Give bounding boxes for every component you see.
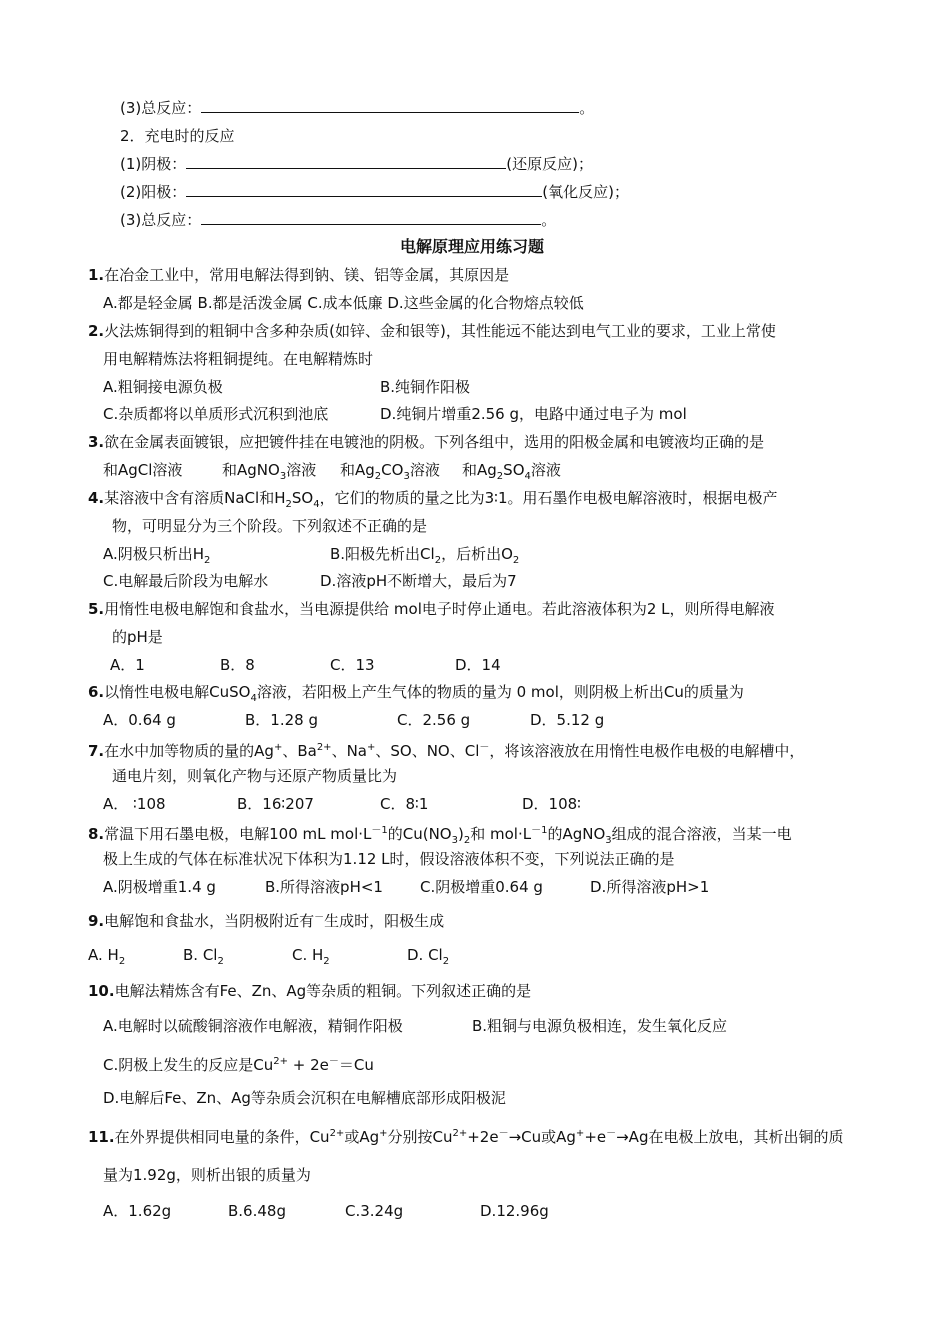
q9-option-a: A. $H_2$ [88,946,126,967]
question-text: 火法炼铜得到的粗铜中含多种杂质(如锌、金和银等)，其性能远不能达到电气工业的要求，工业上常使 [104,322,776,340]
q11-stem-cont: 量为1.92g，则析出银的质量为 [103,1166,311,1184]
question-number: 10. [88,982,115,1000]
total-reaction-line-2 [120,210,556,230]
q8-option-c: C.阴极增重0.64 g [420,878,543,896]
q11-option-a: A．1.62g [103,1202,172,1220]
q2-option-b: B.纯铜作阳极 [380,378,471,396]
section-label: 2．充电时的反应 [120,127,235,145]
total-reaction-line-1 [120,98,594,118]
q5-stem [88,599,775,619]
q4-option-d: D.溶液pH不断增大，最后为7 [320,572,517,590]
total-reaction-label: (3)总反应： [120,211,202,229]
q2-option-d: D.纯铜片增重2.56 g，电路中通过电子为 mol [380,405,687,423]
cathode-line [120,154,593,174]
q9-option-c: C. $H_2$ [292,946,330,967]
q1-stem [88,265,509,285]
q7-option-c: C．8∶1 [380,795,429,813]
q6-option-d: D．5.12 g [530,711,605,729]
q2-stem [88,321,776,341]
anode-line [120,182,629,202]
q8-option-a: A.阴极增重1.4 g [103,878,216,896]
q5-stem-cont: 的pH是 [112,628,163,646]
cathode-note: (还原反应)； [506,155,593,173]
q9-option-d: D. $Cl_2$ [407,946,450,967]
q7-option-a: A． ∶108 [103,795,166,813]
q10-option-c: C.阴极上发生的反应是$Cu^{2+} + 2e^-=Cu$ [103,1056,374,1074]
q6-option-b: B．1.28 g [245,711,318,729]
q3-option-d: 和$Ag_2SO_4$溶液 [462,461,561,482]
question-text: 欲在金属表面镀银，应把镀件挂在电镀池的阴极。下列各组中，选用的阳极金属和电镀液均正确的是 [104,433,765,451]
q3-stem [88,432,764,452]
question-number: 1. [88,266,105,284]
question-number: 11. [88,1128,115,1146]
total-reaction-label: (3)总反应： [120,99,202,117]
question-number: 9. [88,912,105,930]
section-charging-heading [120,126,235,146]
q6-option-c: C．2.56 g [397,711,471,729]
q4-option-a: A.阴极只析出$H_2$ [103,545,211,566]
end-mark: 。 [579,99,595,117]
answer-blank[interactable] [186,154,506,169]
question-number: 4. [88,489,105,507]
answer-blank[interactable] [186,182,542,197]
q8-stem-cont: 极上生成的气体在标准状况下体积为1.12 L时，假设溶液体积不变，下列说法正确的是 [103,850,675,868]
q3-option-c: 和$Ag_2CO_3$溶液 [340,461,440,482]
q8-option-b: B.所得溶液pH<1 [265,878,383,896]
page-title: 电解原理应用练习题 [400,237,545,256]
q11-option-b: B.6.48g [228,1202,286,1220]
q7-stem-cont: 通电片刻，则氧化产物与还原产物质量比为 [112,767,398,785]
q8-stem: 8.常温下用石墨电极，电解100 mL $mol\cdot L^{-1}$的$Cu(NO_3)_2$和 $mol\cdot L^{-1}$的AgNO$_3$组成的混合溶液，当某一电 [88,825,792,846]
q3-option-a: 和AgCl溶液 [103,461,183,479]
q3-option-b: 和AgNO$_3$溶液 [222,461,317,482]
q11-option-c: C.3.24g [345,1202,404,1220]
q10-option-d: D.电解后Fe、Zn、Ag等杂质会沉积在电解槽底部形成阳极泥 [103,1089,506,1107]
q10-stem [88,981,531,1001]
q4-stem-cont: 物，可明显分为三个阶段。下列叙述不正确的是 [112,517,428,535]
question-number: 6. [88,683,105,701]
q2-option-c: C.杂质都将以单质形式沉积到池底 [103,405,329,423]
question-number: 8. [88,825,105,843]
q2-option-a: A.粗铜接电源负极 [103,378,223,396]
anode-label: (2)阳极： [120,183,187,201]
q4-stem: 4.某溶液中含有溶质NaCl和$H_2SO_4$，它们的物质的量之比为3∶1。用石墨作电极电解溶液时，根据电极产 [88,489,778,510]
q5-option-c: C．13 [330,656,375,674]
q5-option-a: A．1 [110,656,145,674]
q6-stem: 6.以惰性电极电解CuSO$_4$溶液，若阳极上产生气体的物质的量为 0 mol，则阴极上析出Cu的质量为 [88,683,744,704]
q5-option-d: D．14 [455,656,501,674]
q9-option-b: B. $Cl_2$ [183,946,224,967]
answer-blank[interactable] [201,210,541,225]
q2-stem-cont: 用电解精炼法将粗铜提纯。在电解精炼时 [103,350,374,368]
q7-option-d: D．108∶ [522,795,582,813]
question-number: 3. [88,433,105,451]
anode-note: (氧化反应)； [542,183,629,201]
q8-option-d: D.所得溶液pH>1 [590,878,710,896]
q11-option-d: D.12.96g [480,1202,549,1220]
q6-option-a: A．0.64 g [103,711,176,729]
question-number: 7. [88,742,105,760]
question-text: 用惰性电极电解饱和食盐水，当电源提供给 mol电子时停止通电。若此溶液体积为2 L，则所得电解液 [104,600,775,618]
question-number: 5. [88,600,105,618]
q10-option-a: A.电解时以硫酸铜溶液作电解液，精铜作阳极 [103,1017,403,1035]
cathode-label: (1)阴极： [120,155,187,173]
q7-stem: 7.在水中加等物质的量的Ag+、$Ba^{2+}$、Na+、SO、NO、Cl－，将该溶液放在用惰性电极作电极的电解槽中， [88,742,805,760]
q11-stem: 11.在外界提供相同电量的条件，$Cu^{2+}$或Ag+分别按$Cu^{2+}+2e^-\to Cu$或Ag++e－→Ag在电极上放电，其析出铜的质 [88,1128,844,1146]
q4-option-b: B.阳极先析出$Cl_2$，后析出$O_2$ [330,545,520,566]
question-text: 在冶金工业中，常用电解法得到钠、镁、铝等金属，其原因是 [104,266,510,284]
q5-option-b: B．8 [220,656,255,674]
question-number: 2. [88,322,105,340]
q10-option-b: B.粗铜与电源负极相连，发生氧化反应 [472,1017,728,1035]
q7-option-b: B．16∶207 [237,795,314,813]
question-text: 电解法精炼含有Fe、Zn、Ag等杂质的粗铜。下列叙述正确的是 [114,982,532,1000]
answer-blank[interactable] [201,98,579,113]
q4-option-c: C.电解最后阶段为电解水 [103,572,269,590]
q1-options: A.都是轻金属 B.都是活泼金属 C.成本低廉 D.这些金属的化合物熔点较低 [103,294,584,312]
end-mark: 。 [541,211,557,229]
q9-stem: 9.电解饱和食盐水，当阴极附近有－生成时，阳极生成 [88,912,445,930]
